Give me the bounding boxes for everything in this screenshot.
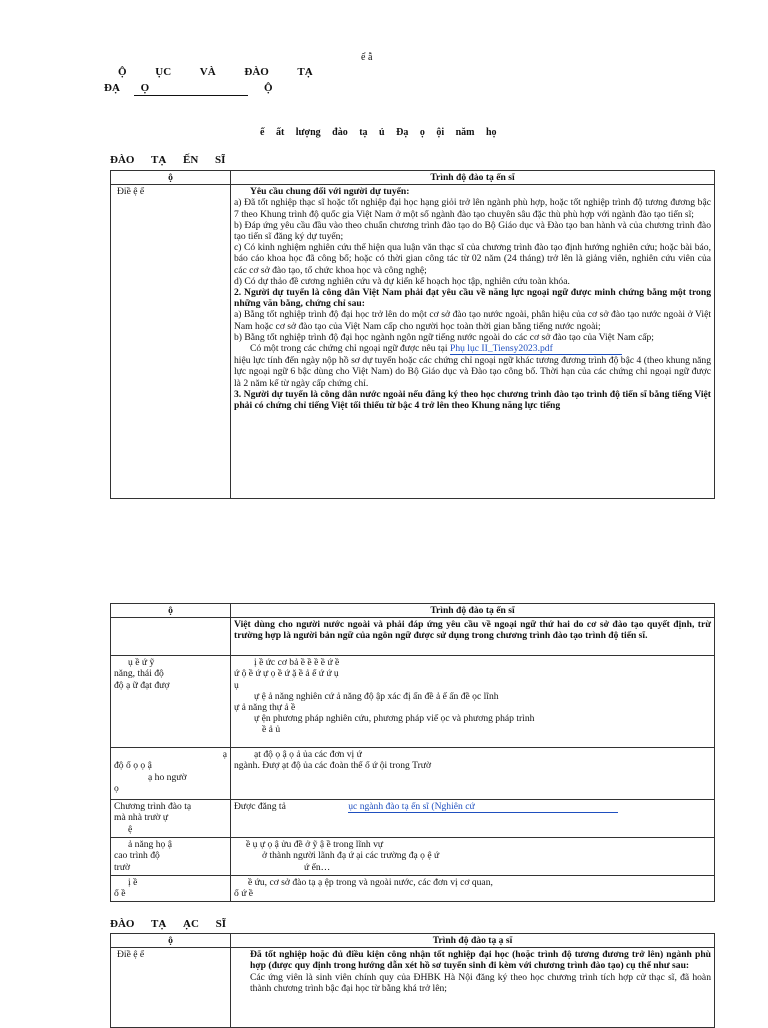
org-line-2-left: ĐẠ Ọ bbox=[104, 82, 150, 94]
content-line: ự ệ ả năng nghiên cứ ả năng độ ập xác đị ấn đề ả ế ấn đề ọc lĩnh bbox=[254, 690, 499, 702]
table-row bbox=[111, 948, 715, 1028]
content-line: ề ứu, cơ sở đào tạ ạ ệp trong và ngoài nước, các đơn vị cơ quan, bbox=[248, 877, 493, 889]
content-item-a2: a) Bằng tốt nghiệp trình độ đại học trở lên do một cơ sở đào tạo nước ngoài, phân hiệu của cơ sở đào tạo nước ngoài ở Việt Nam hoặc cơ sở đào tạo của Việt Nam cấp cho người học toàn thời gian bằng tiếng nước ngoài; bbox=[234, 309, 711, 332]
table-row bbox=[111, 656, 715, 748]
content-item-c2 bbox=[234, 343, 711, 355]
content-paragraph-1: Đã tốt nghiệp hoặc đủ điều kiện công nhận tốt nghiệp đại học (hoặc trình độ tương đương trở lên) ngành phù hợp (được quy định trong hướng dẫn xét hồ sơ tuyển sinh đi kèm với chương trình đào tạo) cụ thể như sau: bbox=[250, 949, 711, 972]
org-line-2-right: Ộ bbox=[264, 82, 273, 94]
label-line: ả năng họ ậ bbox=[128, 839, 172, 851]
table-row bbox=[111, 185, 715, 499]
col-header-1: ộ bbox=[111, 604, 231, 618]
row-content bbox=[231, 876, 715, 902]
document-title: ế ất lượng đào tạ ủ Đạ ọ ội năm họ bbox=[260, 127, 497, 138]
col-header-2: Trình độ đào tạ ạ sĩ bbox=[231, 934, 715, 948]
content-line: ứ ến… bbox=[304, 861, 331, 873]
row-label bbox=[111, 656, 231, 748]
content-line: ị ề ức cơ bả ề ề ề ề ứ ề bbox=[254, 657, 340, 669]
row-label bbox=[111, 800, 231, 838]
table-header-row bbox=[111, 604, 715, 618]
row-label: Điề ệ ể bbox=[111, 948, 231, 1028]
content-paragraph-2: Các ứng viên là sinh viên chính quy của ĐHBK Hà Nội đăng ký theo học chương trình tích hợp cử thạc sĩ, đã hoàn thành chương trình bậc đại học từ bằng khá trở lên; bbox=[250, 971, 711, 994]
content-heading-2: 2. Người dự tuyển là công dân Việt Nam phải đạt yêu cầu về năng lực ngoại ngữ được minh chứng bằng một trong những văn bằng, chứng chỉ sau: bbox=[234, 287, 711, 310]
table-thac-si bbox=[110, 933, 715, 1028]
label-line: ố ề bbox=[114, 888, 126, 900]
content-line: ự ả năng thự ả ề bbox=[234, 702, 296, 714]
label-line: độ ổ ọ ọ ậ bbox=[114, 760, 152, 772]
content-line: ngành. Đượ ạt độ ủa các đoàn thể ổ ứ ội trong Trườ bbox=[234, 760, 432, 772]
content-item-d: d) Có dự thảo đề cương nghiên cứu và dự kiến kế hoạch học tập, nghiên cứu toàn khóa. bbox=[234, 275, 570, 287]
col-header-2: Trình độ đào tạ ến sĩ bbox=[231, 171, 715, 185]
org-line-1: Ộ ỤC VÀ ĐÀO TẠ bbox=[118, 66, 313, 78]
label-line: ạ ho ngườ bbox=[148, 771, 187, 783]
label-line: độ ạ ữ đạt đượ bbox=[114, 679, 170, 691]
table-tien-si-continued bbox=[110, 603, 715, 902]
content-line: ự ện phương pháp nghiên cứu, phương pháp viế ọc và phương pháp trình bbox=[254, 713, 535, 725]
content-text: Được đăng tả bbox=[234, 801, 286, 813]
table-tien-si bbox=[110, 170, 715, 499]
content-line: ề ả ủ bbox=[262, 724, 281, 736]
label-line: trườ bbox=[114, 861, 131, 873]
label-line: cao trình độ bbox=[114, 850, 160, 862]
table-row bbox=[111, 748, 715, 800]
row-label bbox=[111, 618, 231, 656]
content-line: ứ ộ ề ứ ự ọ ề ứ ặ ề ả ế ứ ứ ụ bbox=[234, 668, 339, 680]
label-line: Chương trình đào tạ bbox=[114, 801, 192, 813]
row-label bbox=[111, 876, 231, 902]
table-row bbox=[111, 838, 715, 876]
section-heading-tien-si: ĐÀO TẠ ẾN SĨ bbox=[110, 154, 226, 166]
row-content: Việt dùng cho người nước ngoài và phải đáp ứng yêu cầu về ngoại ngữ thứ hai do cơ sở đào tạo quyết định, trừ trường hợp là người bản ngữ của ngôn ngữ được sử dụng trong chương trình đào tạo trình độ tiến sĩ. bbox=[231, 618, 715, 656]
table-row bbox=[111, 800, 715, 838]
row-content bbox=[231, 800, 715, 838]
col-header-1: ộ bbox=[111, 934, 231, 948]
section-heading-thac-si: ĐÀO TẠ ẠC SĨ bbox=[110, 918, 227, 930]
content-line: ổ ứ ề bbox=[234, 888, 254, 900]
table-row bbox=[111, 618, 715, 656]
label-line: năng, thái độ bbox=[114, 668, 164, 680]
col-header-1: ộ bbox=[111, 171, 231, 185]
row-label: Điề ệ ể bbox=[111, 185, 231, 499]
row-content bbox=[231, 185, 715, 499]
col-header-2: Trình độ đào tạ ến sĩ bbox=[231, 604, 715, 618]
table-row bbox=[111, 876, 715, 902]
table-header-row bbox=[111, 171, 715, 185]
appendix-link[interactable]: Phụ lục II_Tiensy2023.pdf bbox=[450, 343, 622, 355]
content-heading-3: 3. Người dự tuyển là công dân nước ngoài nếu đăng ký theo học chương trình đào tạo trình độ tiến sĩ bằng tiếng Việt phải có chứng chỉ tiếng Việt tối thiểu từ bậc 4 trở lên theo Khung năng lực tiếng bbox=[234, 388, 711, 412]
program-link[interactable]: ục ngành đào tạ ến sĩ (Nghiên cứ bbox=[348, 801, 618, 813]
content-item-b: b) Đáp ứng yêu cầu đầu vào theo chuẩn chương trình đào tạo do Bộ Giáo dục và Đào tạo ban hành và của chương trình đào tạo tiến sĩ đăng ký dự tuyển; bbox=[234, 219, 711, 243]
content-item-a: a) Đã tốt nghiệp thạc sĩ hoặc tốt nghiệp đại học hạng giỏi trở lên ngành phù hợp, hoặc tốt nghiệp trình độ tương đương bậc 7 theo Khung trình độ quốc gia Việt Nam ở một số ngành đào tạo chuyên sâu đặc thù phù hợp với ngành đào tạo tiến sĩ; bbox=[234, 197, 711, 220]
label-line: ệ bbox=[128, 823, 133, 835]
content-line: ề ụ ự ọ ậ ửu đề ở ỹ ậ ề trong lĩnh vự bbox=[246, 839, 384, 851]
label-line: ạ bbox=[222, 749, 227, 761]
content-line: ở thành người lãnh đạ ứ ại các trường đạ ọ ệ ứ bbox=[262, 850, 440, 862]
header-top-fragment: ể ẫ bbox=[361, 52, 373, 63]
label-line: ọ bbox=[114, 782, 119, 794]
table-header-row bbox=[111, 934, 715, 948]
content-c2-pre: Có một trong các chứng chỉ ngoại ngữ được nêu tại bbox=[250, 343, 448, 355]
content-line: ụ bbox=[234, 679, 239, 691]
row-label bbox=[111, 838, 231, 876]
row-label bbox=[111, 748, 231, 800]
content-heading-1: Yêu cầu chung đối với người dự tuyển: bbox=[250, 186, 410, 198]
row-content bbox=[231, 838, 715, 876]
row-content bbox=[231, 656, 715, 748]
label-line: ị ề bbox=[128, 877, 138, 889]
row-content bbox=[231, 748, 715, 800]
content-line: ạt độ ọ ậ ọ ả ủa các đơn vị ứ bbox=[254, 749, 362, 761]
label-line: mà nhà trườ ự bbox=[114, 812, 169, 824]
content-item-b2: b) Bằng tốt nghiệp trình độ đại học ngành ngôn ngữ tiếng nước ngoài do các cơ sở đào tạo của Việt Nam cấp; bbox=[234, 331, 654, 343]
org-line-2-underline bbox=[134, 95, 248, 96]
label-line: ụ ề ứ ỹ bbox=[128, 657, 155, 669]
row-content bbox=[231, 948, 715, 1028]
content-item-c: c) Có kinh nghiệm nghiên cứu thể hiện qua luận văn thạc sĩ của chương trình đào tạo định hướng nghiên cứu; hoặc bài báo, báo cáo khoa học đã công bố; hoặc có thời gian công tác từ 02 năm (24 tháng) trở lên là giảng viên, nghiên cứu viên của các cơ sở đào tạo, tổ chức khoa học và công nghệ; bbox=[234, 242, 711, 276]
content-item-c2-cont: hiệu lực tính đến ngày nộp hồ sơ dự tuyển hoặc các chứng chỉ ngoại ngữ khác tương đương trình độ bậc 4 (theo khung năng lực ngoại ngữ 6 bậc dùng cho Việt Nam) do Bộ Giáo dục và Đào tạo công bố. Thời hạn của các chứng chỉ ngoại ngữ được là 2 năm kể từ ngày cấp chứng chỉ. bbox=[234, 355, 711, 389]
